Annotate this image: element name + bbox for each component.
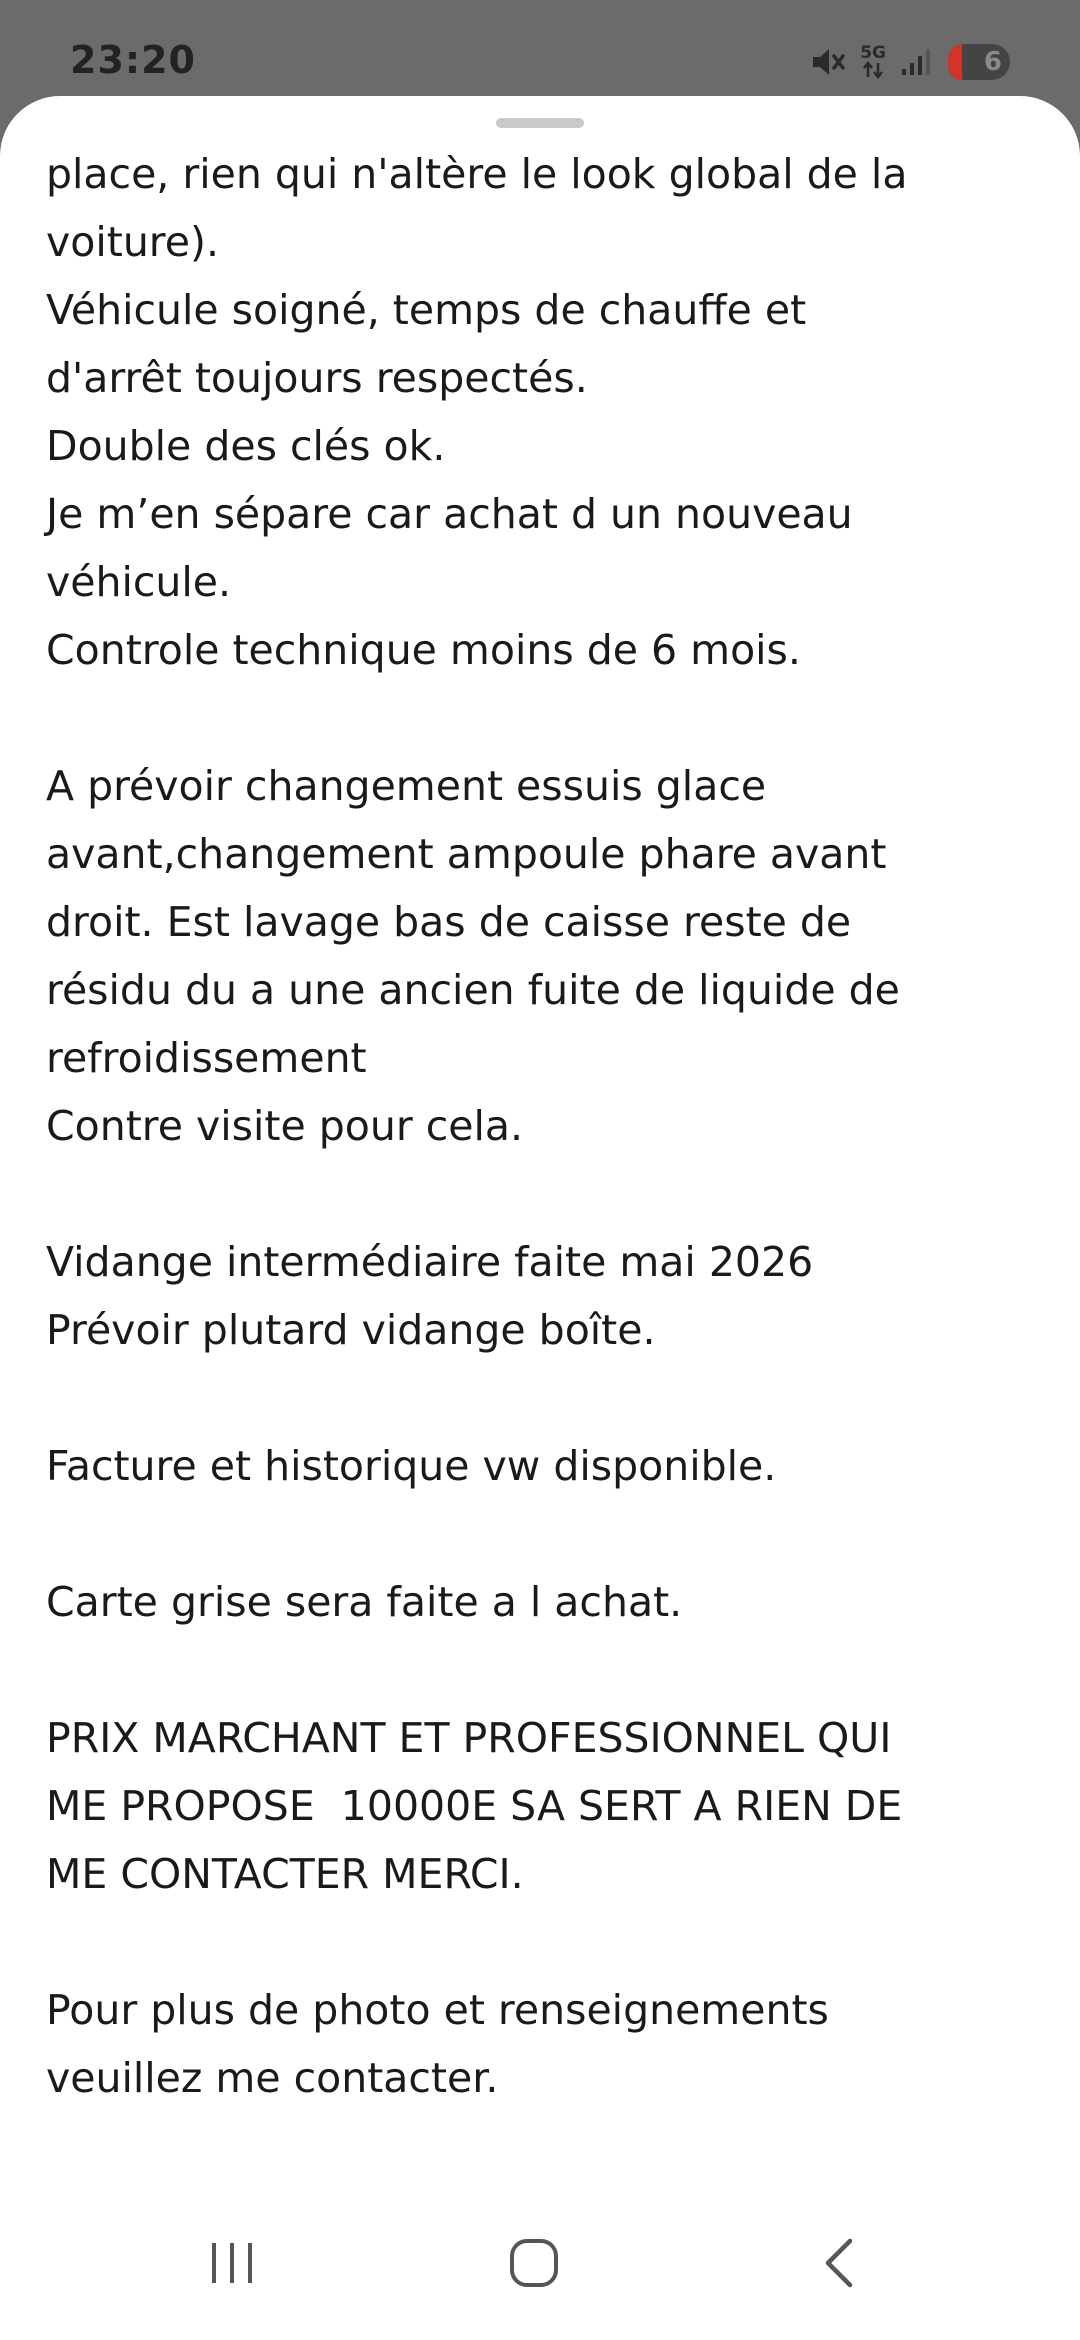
signal-icon <box>900 47 934 77</box>
recent-apps-button[interactable] <box>192 2230 272 2300</box>
back-icon <box>820 2237 860 2293</box>
network-5g-icon <box>860 45 886 79</box>
listing-description-text: place, rien qui n'altère le look global de la voiture). Véhicule soigné, temps de chauffe et d'arrêt toujours respectés. Double des clés ok. Je m’en sépare car achat d un nouveau véhicule. Controle technique moins de 6 mois. A prévoir changement essuis glace avant,changement ampoule phare avant droit. Est lavage bas de caisse reste de résidu du a une ancien fuite de liquide de refroidissement Contre visite pour cela. Vidange intermédiaire faite mai 2026 Prévoir plutard vidange boîte. Facture et historique vw disponible. Carte grise sera faite a l achat. PRIX MARCHANT ET PROFESSIONNEL QUI ME PROPOSE 10000E SA SERT A RIEN DE ME CONTACTER MERCI. Pour plus de photo et renseignements veuillez me contacter. <box>46 150 908 2102</box>
battery-icon <box>948 44 1010 80</box>
home-icon <box>508 2237 560 2293</box>
system-navigation-bar <box>0 2190 1080 2340</box>
status-icons <box>810 42 1010 82</box>
status-time: 23:20 <box>70 38 196 82</box>
network-label: 5G <box>860 43 886 63</box>
recent-apps-icon <box>208 2240 256 2290</box>
sheet-drag-handle[interactable] <box>496 118 584 128</box>
home-button[interactable] <box>494 2230 574 2300</box>
listing-description-sheet[interactable] <box>0 96 1080 2340</box>
back-button[interactable] <box>800 2230 880 2300</box>
battery-level: 6 <box>983 47 1002 77</box>
mute-icon <box>810 45 846 79</box>
battery-low-indicator <box>948 44 962 80</box>
